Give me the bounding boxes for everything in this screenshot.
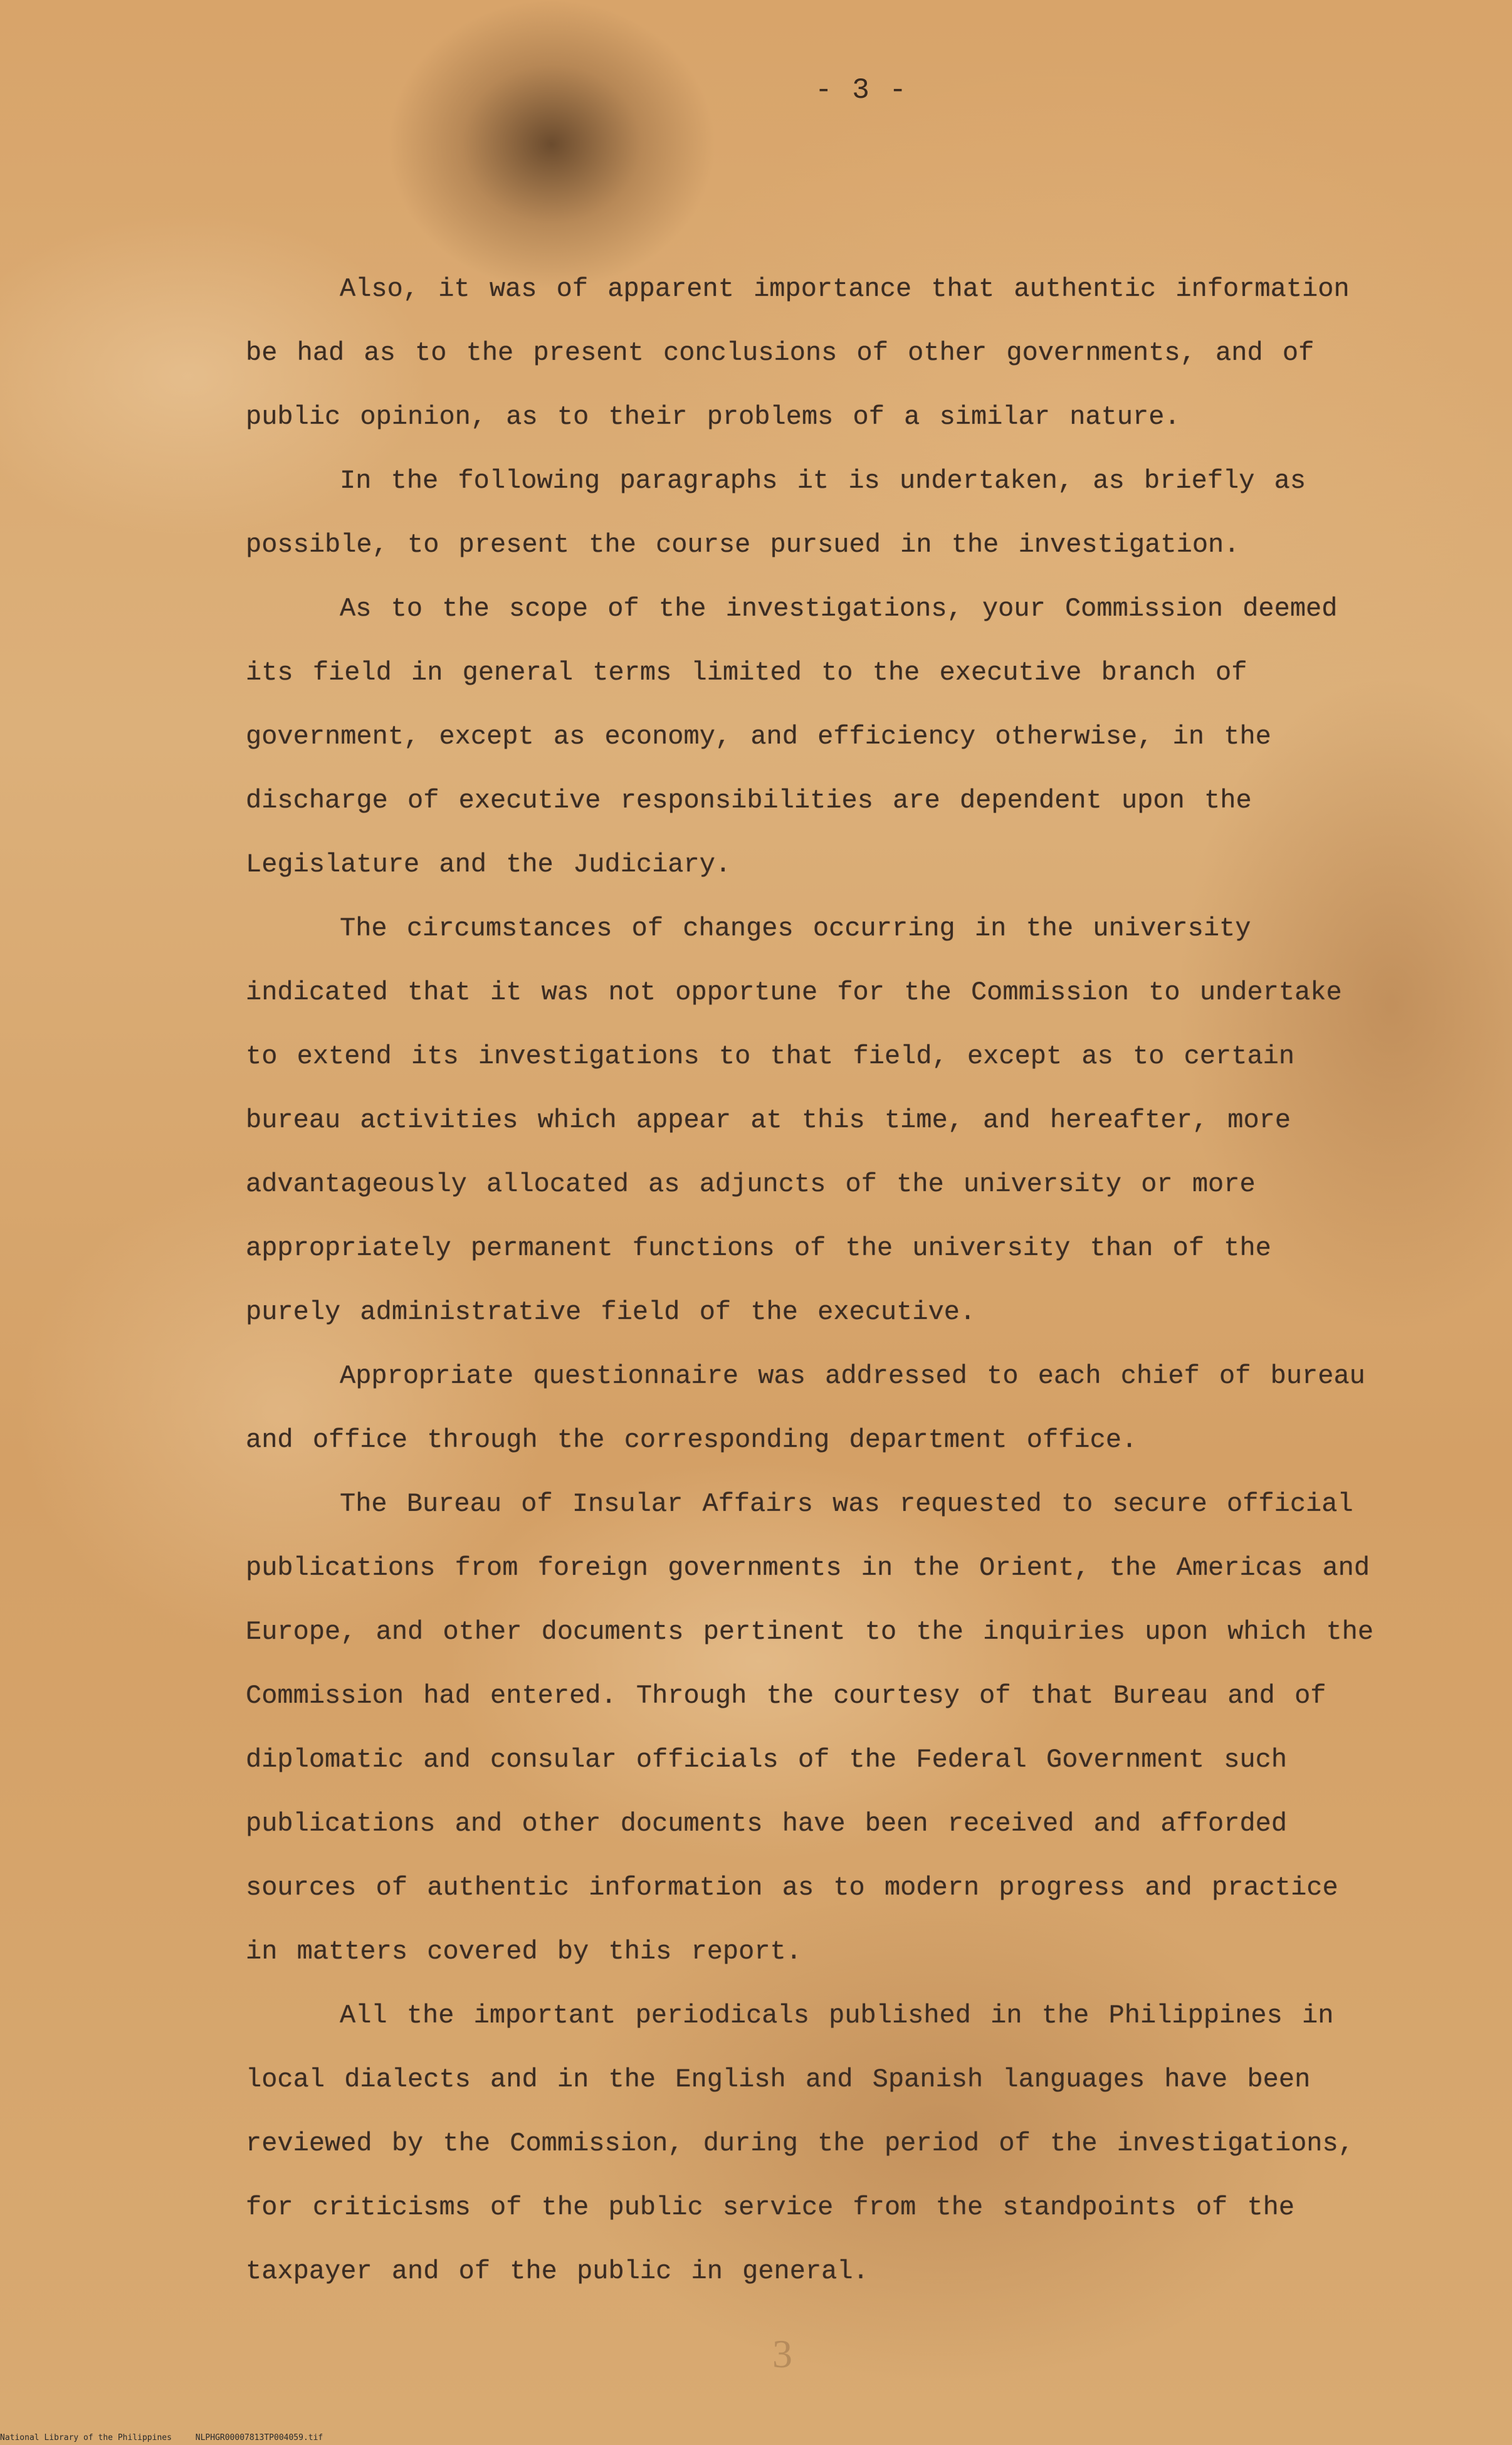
faint-stamp-mark: 3 xyxy=(772,2332,792,2376)
paragraph: As to the scope of the investigations, your Commission deemed its field in general terms limited to the executive branch of government, except as economy, and efficiency otherwise, in the discharge of executive responsibilities are dependent upon the Legislature and the Judiciary. xyxy=(246,594,1338,880)
document-body xyxy=(246,257,1374,2303)
paragraph: Appropriate questionnaire was addressed to each chief of bureau and office through the corresponding department office. xyxy=(246,1361,1365,1455)
footer-library: National Library of the Philippines xyxy=(0,2433,172,2442)
paragraph: In the following paragraphs it is undertaken, as briefly as possible, to present the course pursued in the investigation. xyxy=(246,466,1306,560)
page-number: - 3 - xyxy=(815,74,908,107)
paragraph: Also, it was of apparent importance that authentic information be had as to the present conclusions of other governments, and of public opinion, as to their problems of a similar nature. xyxy=(246,274,1350,432)
footer-file-id: NLPHGR00007813TP004059.tif xyxy=(195,2433,323,2442)
paragraph: The circumstances of changes occurring in the university indicated that it was not opportune for the Commission to undertake to extend its investigations to that field, except as to certain bureau activities which appear at this time, and hereafter, more advantageously allocated as adjuncts of the university or more appropriately permanent functions of the university than of the purely administrative field of the executive. xyxy=(246,913,1342,1327)
paragraph: The Bureau of Insular Affairs was requested to secure official publications from foreign governments in the Orient, the Americas and Europe, and other documents pertinent to the inquiries upon which the Commission had entered. Through the courtesy of that Bureau and of diplomatic and consular officials of the Federal Government such publications and other documents have been received and afforded sources of authentic information as to modern progress and practice in matters covered by this report. xyxy=(246,1489,1374,1967)
paragraph: All the important periodicals published in the Philippines in local dialects and in the English and Spanish languages have been reviewed by the Commission, during the period of the investigations, for criticisms of the public service from the standpoints of the taxpayer and of the public in general. xyxy=(246,2001,1354,2286)
scan-footer xyxy=(0,2433,342,2442)
